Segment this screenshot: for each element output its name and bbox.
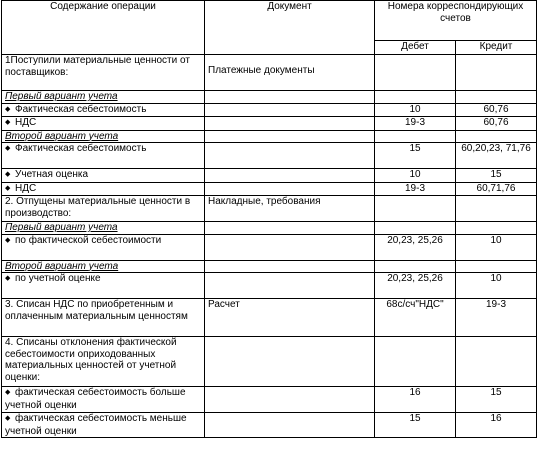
variant-label: Первый вариант учета (2, 91, 205, 104)
bullet-icon (5, 117, 15, 130)
header-operation: Содержание операции (2, 1, 205, 55)
table-row (2, 222, 537, 235)
credit-cell: 19-3 (456, 299, 537, 337)
header-document: Документ (205, 1, 375, 55)
credit-cell: 15 (456, 387, 537, 413)
credit-cell: 60,71,76 (456, 182, 537, 196)
operation-cell: ◆Учетная оценка (2, 169, 205, 183)
operation-cell: ◆НДС (2, 117, 205, 131)
debit-cell: 68с/сч"НДС" (375, 299, 456, 337)
bullet-icon (5, 143, 15, 156)
variant-label: Первый вариант учета (2, 222, 205, 235)
debit-cell: 20,23, 25,26 (375, 234, 456, 260)
table-row (2, 117, 537, 131)
variant-label: Второй вариант учета (2, 130, 205, 143)
operations-table (1, 0, 537, 438)
operation-cell: 4. Списаны отклонения фактической себестоимости оприходованных материальных ценностей от учетной оценки: (2, 337, 205, 387)
document-cell: Платежные документы (205, 55, 375, 91)
operation-cell: ◆по учетной оценке (2, 273, 205, 299)
document-cell: Расчет (205, 299, 375, 337)
credit-cell: 60,76 (456, 103, 537, 117)
bullet-icon (5, 169, 15, 182)
operation-cell: 3. Списан НДС по приобретенным и оплаченным материальным ценностям (2, 299, 205, 337)
debit-cell: 19-3 (375, 117, 456, 131)
operation-cell: 2. Отпущены материальные ценности в производство: (2, 196, 205, 222)
variant-label: Второй вариант учета (2, 260, 205, 273)
debit-cell: 20,23, 25,26 (375, 273, 456, 299)
table-row (2, 130, 537, 143)
table-row (2, 337, 537, 387)
debit-cell (375, 55, 456, 91)
bullet-icon (5, 413, 15, 426)
debit-cell: 16 (375, 387, 456, 413)
table-row (2, 299, 537, 337)
table-row (2, 182, 537, 196)
credit-cell: 60,76 (456, 117, 537, 131)
table-row (2, 196, 537, 222)
operation-cell: 1Поступили материальные ценности от поставщиков: (2, 55, 205, 91)
credit-cell: 10 (456, 273, 537, 299)
bullet-icon (5, 273, 15, 286)
operation-cell: ◆Фактическая себестоимость (2, 143, 205, 169)
table-row (2, 143, 537, 169)
operation-cell: ◆фактическая себестоимость меньше учетной оценки (2, 413, 205, 438)
table-row (2, 413, 537, 438)
credit-cell (456, 55, 537, 91)
document-cell: Накладные, требования (205, 196, 375, 222)
operation-cell: ◆Фактическая себестоимость (2, 103, 205, 117)
debit-cell: 15 (375, 413, 456, 438)
operation-cell: ◆по фактической себестоимости (2, 234, 205, 260)
credit-cell: 15 (456, 169, 537, 183)
debit-cell: 10 (375, 169, 456, 183)
header-accounts: Номера корреспондирующих счетов (375, 1, 537, 41)
credit-cell: 60,20,23, 71,76 (456, 143, 537, 169)
bullet-icon (5, 104, 15, 117)
header-credit: Кредит (456, 41, 537, 55)
operation-cell: ◆НДС (2, 182, 205, 196)
header-debit: Дебет (375, 41, 456, 55)
credit-cell: 10 (456, 234, 537, 260)
table-row (2, 234, 537, 260)
table-row (2, 91, 537, 104)
bullet-icon (5, 235, 15, 248)
table-row (2, 260, 537, 273)
table-row (2, 169, 537, 183)
credit-cell: 16 (456, 413, 537, 438)
bullet-icon (5, 183, 15, 196)
table-row (2, 387, 537, 413)
debit-cell: 15 (375, 143, 456, 169)
debit-cell: 19-3 (375, 182, 456, 196)
operation-cell: ◆фактическая себестоимость больше учетной оценки (2, 387, 205, 413)
bullet-icon (5, 387, 15, 400)
debit-cell: 10 (375, 103, 456, 117)
table-row (2, 55, 537, 91)
table-row (2, 103, 537, 117)
table-row (2, 273, 537, 299)
